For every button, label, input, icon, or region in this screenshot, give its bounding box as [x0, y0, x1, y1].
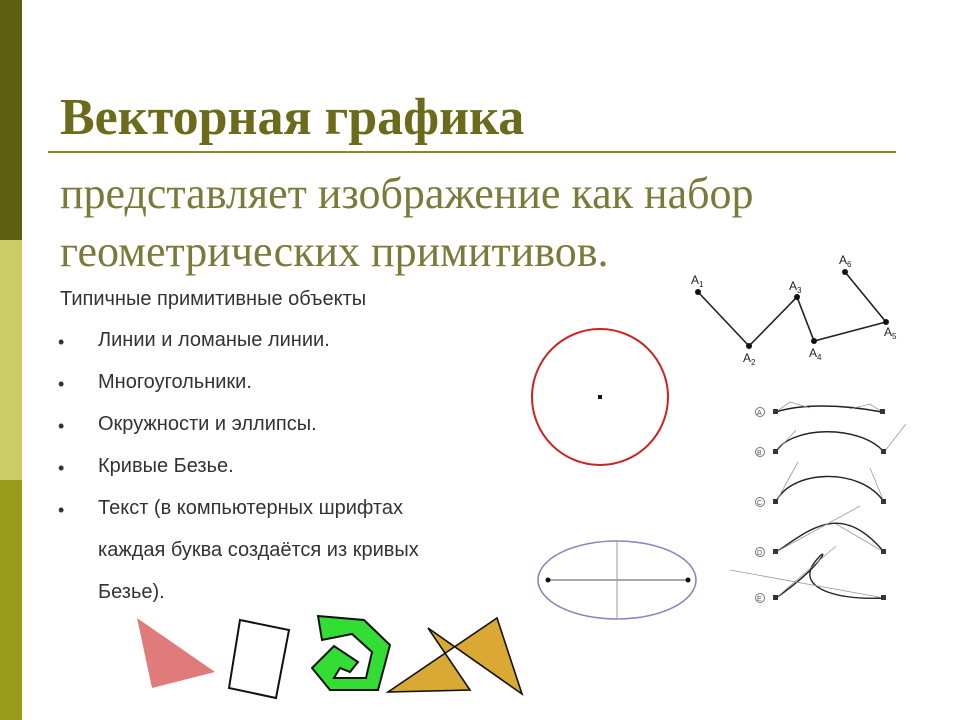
point-label-a6: $A_6$ [839, 253, 852, 269]
bezier-label: A [757, 410, 762, 417]
list-item: Текст (в компьютерных шрифтах [98, 497, 403, 519]
bullet-icon: • [58, 374, 65, 394]
point-label-a3: $A_3$ [789, 279, 802, 295]
bullet-icon: • [58, 458, 65, 478]
list-item-continuation: каждая буква создаётся из кривых [98, 539, 419, 561]
subtitle-line-1: представляет изображение как набор [60, 169, 754, 218]
point-label-a5: $A_5$ [884, 325, 897, 341]
point-label-a4: $A_4$ [809, 346, 822, 362]
list-item: Многоугольники. [98, 371, 252, 393]
polyline-figure [691, 253, 897, 367]
bezier-label: C [757, 500, 763, 507]
point-label-a1: $A_1$ [691, 273, 704, 289]
bullet-icon: • [58, 500, 65, 520]
point-label-a2: $A_2$ [743, 351, 756, 367]
triangle-shape [137, 618, 215, 688]
bezier-curves-figure [730, 402, 906, 603]
list-item: Окружности и эллипсы. [98, 413, 317, 435]
list-item: Кривые Безье. [98, 455, 234, 477]
bullet-icon: • [58, 332, 65, 352]
ellipse-figure [538, 541, 696, 619]
bezier-label: B [757, 450, 762, 457]
slide-title: Векторная графика [60, 89, 525, 146]
rectangle-shape [229, 620, 289, 698]
bezier-label: D [757, 550, 763, 557]
subtitle-line-2: геометрических примитивов. [60, 227, 609, 276]
list-heading: Типичные примитивные объекты [60, 288, 367, 310]
bezier-label: E [757, 596, 762, 603]
list-item: Линии и ломаные линии. [98, 329, 330, 351]
list-item-continuation: Безье). [98, 581, 165, 603]
circle-figure [532, 329, 668, 465]
green-polygon-shape [312, 616, 390, 690]
self-intersecting-star-shape [388, 618, 522, 694]
bullet-icon: • [58, 416, 65, 436]
